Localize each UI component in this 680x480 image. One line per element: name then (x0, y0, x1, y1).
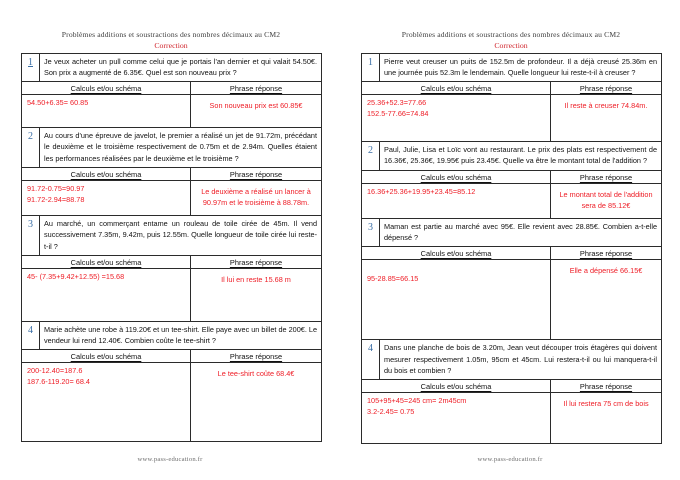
answer-sentence: Elle a dépensé 66.15€ (551, 260, 662, 340)
calculation-line: 54.50+6.35= 60.85 (27, 98, 89, 108)
page-title-right: Problèmes additions et soustractions des nombres décimaux au CM2 (401, 30, 621, 39)
answer-sentence: Il lui restera 75 cm de bois (551, 393, 662, 444)
problem-statement: Maman est partie au marché avec 95€. Elle revient avec 28.85€. Combien a-t-elle dépensé ? (380, 218, 662, 247)
answer-sentence-header: Phrase réponse (551, 170, 662, 183)
problem-statement-row (362, 142, 662, 171)
calculations-area (22, 180, 191, 215)
calculations-area (22, 95, 191, 128)
worksheet-column-right (340, 0, 680, 480)
answer-sentence-header: Phrase réponse (551, 380, 662, 393)
correction-label-right: Correction (494, 41, 528, 50)
problem-statement: Je veux acheter un pull comme celui que je portais l'an dernier et qui valait 54.50€. Son prix a augmenté de 6.35€. Quel est son nouveau prix ? (40, 53, 322, 82)
answer-header-row (22, 350, 322, 363)
problem-statement: Dans une planche de bois de 3.20m, Jean veut découper trois étagères qui doivent mesurer respectivement 1.05m, 95cm et 45cm. Lui restera-t-il ou lui manquera-t-il du bois et combien ? (380, 340, 662, 380)
problem-statement: Marie achète une robe à 119.20€ et un tee-shirt. Elle paye avec un billet de 200€. Le vendeur lui rend 12.40€. Combien coûte le tee-shirt ? (40, 321, 322, 350)
answer-sentence-header: Phrase réponse (191, 167, 322, 180)
footer-url-left: www.pass-education.fr (137, 456, 203, 463)
exercise-table-right (361, 53, 662, 445)
answer-content-row (22, 363, 322, 442)
answer-sentence: Il lui en reste 15.68 m (191, 268, 322, 321)
footer-url-right: www.pass-education.fr (477, 456, 543, 463)
answer-header-row (22, 167, 322, 180)
answer-sentence: Il reste à creuser 74.84m. (551, 95, 662, 142)
calculation-line: 95-28.85=66.15 (367, 274, 419, 284)
problem-number: 2 (22, 128, 40, 168)
calculations-header: Calculs et/ou schéma (362, 247, 551, 260)
calculations-area (362, 260, 551, 340)
answer-header-row (22, 82, 322, 95)
calculation-line: 152.5-77.66=74.84 (367, 109, 429, 119)
problem-statement: Au cours d'une épreuve de javelot, le premier a réalisé un jet de 91.72m, précédant le deuxième et le troisième respectivement de 0.75m et de 2.94m. Quelles étaient les performances réalisées par le deuxième et le troisième ? (40, 128, 322, 168)
answer-content-row (362, 393, 662, 444)
answer-sentence: Le tee-shirt coûte 68.4€ (191, 363, 322, 442)
answer-sentence: Le montant total de l'addition sera de 85.12€ (551, 183, 662, 218)
calculations-area (362, 183, 551, 218)
page-title-left: Problèmes additions et soustractions des nombres décimaux au CM2 (61, 30, 281, 39)
problem-number: 4 (362, 340, 380, 380)
answer-content-row (22, 95, 322, 128)
calculations-header: Calculs et/ou schéma (22, 167, 191, 180)
answer-header-row (362, 82, 662, 95)
problem-statement: Pierre veut creuser un puits de 152.5m de profondeur. Il a déjà creusé 25.36m en une journée puis 52.3m le lendemain. Quelle longueur lui reste-t-il à creuser ? (380, 53, 662, 82)
answer-content-row (22, 180, 322, 215)
correction-label-left: Correction (154, 41, 188, 50)
answer-content-row (362, 260, 662, 340)
calculation-line: 187.6-119.20= 68.4 (27, 377, 90, 387)
answer-content-row (22, 268, 322, 321)
answer-header-row (362, 247, 662, 260)
calculation-line: 200-12.40=187.6 (27, 366, 83, 376)
calculations-header: Calculs et/ou schéma (362, 170, 551, 183)
problem-statement: Au marché, un commerçant entame un rouleau de toile cirée de 45m. Il vend successivement 7.35m, 9.42m, puis 12.55m. Quelle longueur de toile cirée lui reste-t-il ? (40, 215, 322, 255)
exercise-table-left (21, 53, 322, 443)
answer-sentence: Son nouveau prix est 60.85€ (191, 95, 322, 128)
calculation-line: 3.2-2.45= 0.75 (367, 407, 415, 417)
answer-sentence: Le deuxième a réalisé un lancer à 90.97m et le troisième à 88.78m. (191, 180, 322, 215)
calculation-line: 91.72-0.75=90.97 (27, 183, 85, 193)
calculations-area (22, 268, 191, 321)
problem-statement-row (22, 128, 322, 168)
calculations-header: Calculs et/ou schéma (362, 82, 551, 95)
problem-number: 3 (362, 218, 380, 247)
problem-number: 3 (22, 215, 40, 255)
problem-number: 4 (22, 321, 40, 350)
calculation-line: 105+95+45=245 cm= 2m45cm (367, 396, 467, 406)
answer-sentence-header: Phrase réponse (551, 247, 662, 260)
calculations-area (22, 363, 191, 442)
answer-sentence-header: Phrase réponse (191, 350, 322, 363)
answer-sentence-header: Phrase réponse (551, 82, 662, 95)
answer-sentence-header: Phrase réponse (191, 255, 322, 268)
calculations-area (362, 95, 551, 142)
problem-statement-row (362, 218, 662, 247)
calculations-header: Calculs et/ou schéma (362, 380, 551, 393)
calculations-header: Calculs et/ou schéma (22, 255, 191, 268)
calculation-line: 25.36+52.3=77.66 (367, 98, 427, 108)
problem-statement-row (22, 53, 322, 82)
answer-content-row (362, 95, 662, 142)
calculations-area (362, 393, 551, 444)
problem-statement-row (362, 340, 662, 380)
answer-sentence-header: Phrase réponse (191, 82, 322, 95)
problem-number: 1 (362, 53, 380, 82)
problem-statement: Paul, Julie, Lisa et Loïc vont au restaurant. Le prix des plats est respectivement de 16.36€, 25.36€, 19.95€ puis 23.45€. Quelle va être le montant total de l'addition ? (380, 142, 662, 171)
problem-statement-row (22, 215, 322, 255)
problem-number: 2 (362, 142, 380, 171)
calculation-line: 16.36+25.36+19.95+23.45=85.12 (367, 186, 476, 196)
calculation-line: 45- (7.35+9.42+12.55) =15.68 (27, 271, 125, 281)
calculations-header: Calculs et/ou schéma (22, 350, 191, 363)
calculation-line: 91.72-2.94=88.78 (27, 194, 85, 204)
answer-content-row (362, 183, 662, 218)
answer-header-row (362, 380, 662, 393)
answer-header-row (362, 170, 662, 183)
answer-header-row (22, 255, 322, 268)
problem-number: 1 (22, 53, 40, 82)
problem-statement-row (22, 321, 322, 350)
calculations-header: Calculs et/ou schéma (22, 82, 191, 95)
problem-statement-row (362, 53, 662, 82)
